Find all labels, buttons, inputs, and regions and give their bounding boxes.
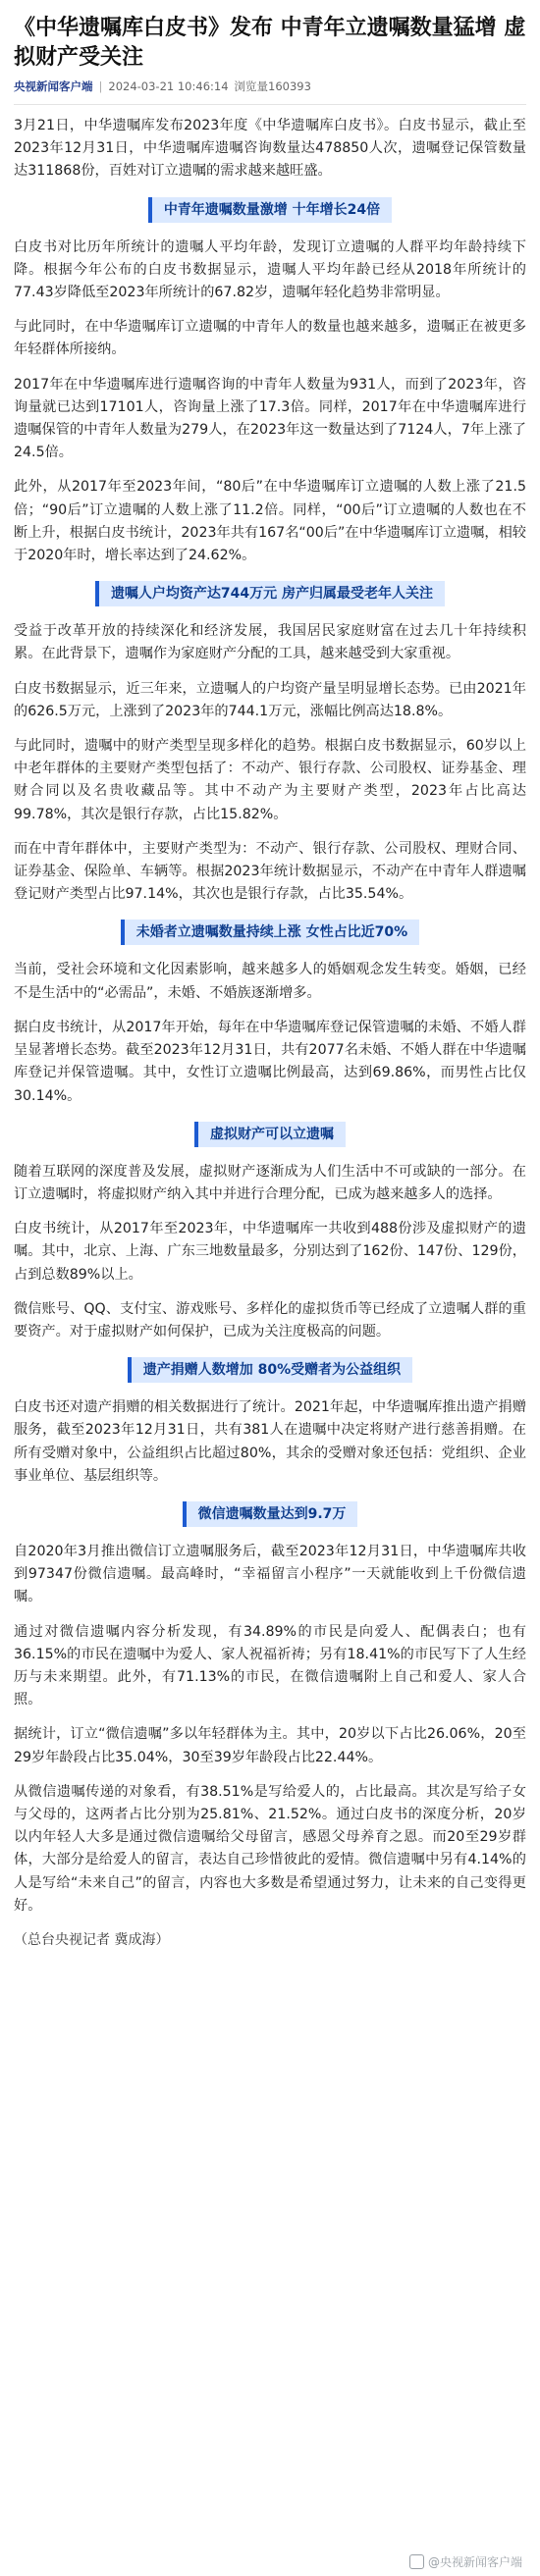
section-heading-text: 未婚者立遗嘱数量持续上涨 女性占比近70% <box>121 920 419 945</box>
cctv-logo-icon <box>409 2554 424 2569</box>
section-heading-6 <box>14 1501 526 1527</box>
watermark <box>409 2553 522 2570</box>
paragraph: 与此同时，遗嘱中的财产类型呈现多样化的趋势。根据白皮书数据显示，60岁以上中老年群体的主要财产类型包括了：不动产、银行存款、公司股权、证券基金、理财合同以及名贵收藏品等。其中不动产为主要财产类型，2023年占比高达99.78%，其次是银行存款，占比15.82%。 <box>14 738 526 822</box>
section-heading-5 <box>14 1357 526 1383</box>
paragraph: 白皮书还对遗产捐赠的相关数据进行了统计。2021年起，中华遗嘱库推出遗产捐赠服务，截至2023年12月31日，共有381人在遗嘱中决定将财产进行慈善捐赠。在所有受赠对象中，公益组织占比超过80%，其余的受赠对象还包括：党组织、企业事业单位、基层组织等。 <box>14 1399 526 1484</box>
reporter-credit: （总台央视记者 冀成海） <box>14 1931 170 1948</box>
paragraph: 而在中青年群体中，主要财产类型为：不动产、银行存款、公司股权、理财合同、证券基金、保险单、车辆等。根据2023年统计数据显示，不动产在中青年人群遗嘱登记财产类型占比97.14%，其次也是银行存款，占比35.54%。 <box>14 840 526 903</box>
section-heading-text: 遗嘱人户均资产达744万元 房产归属最受老年人关注 <box>95 581 445 606</box>
paragraph: 微信账号、QQ、支付宝、游戏账号、多样化的虚拟货币等已经成了立遗嘱人群的重要资产。对于虚拟财产如何保护，已成为关注度极高的问题。 <box>14 1300 526 1340</box>
paragraph: 据白皮书统计，从2017年开始，每年在中华遗嘱库登记保管遗嘱的未婚、不婚人群呈显著增长态势。截至2023年12月31日，共有2077名未婚、不婚人群在中华遗嘱库登记并保管遗嘱。其中，女性订立遗嘱比例最高，达到69.86%，而男性占比仅30.14%。 <box>14 1019 526 1104</box>
divider <box>14 104 526 105</box>
paragraph: 随着互联网的深度普及发展，虚拟财产逐渐成为人们生活中不可或缺的一部分。在订立遗嘱时，将虚拟财产纳入其中并进行合理分配，已成为越来越多人的选择。 <box>14 1163 526 1202</box>
section-heading-3 <box>14 920 526 945</box>
section-heading-text: 中青年遗嘱数量激增 十年增长24倍 <box>148 197 392 223</box>
article-views: 浏览量160393 <box>234 79 311 93</box>
paragraph: 白皮书对比历年所统计的遗嘱人平均年龄，发现订立遗嘱的人群平均年龄持续下降。根据今年公布的白皮书数据显示，遗嘱人平均年龄已经从2018年所统计的77.43岁降低至2023年所统计的67.82岁，遗嘱年轻化趋势非常明显。 <box>14 238 526 301</box>
paragraph: 与此同时，在中华遗嘱库订立遗嘱的中青年人的数量也越来越多，遗嘱正在被更多年轻群体所接纳。 <box>14 319 526 358</box>
paragraph: 白皮书数据显示，近三年来，立遗嘱人的户均资产量呈明显增长态势。已由2021年的626.5万元，上涨到了2023年的744.1万元，涨幅比例高达18.8%。 <box>14 680 526 719</box>
watermark-text: @央视新闻客户端 <box>427 2555 522 2569</box>
paragraph: 通过对微信遗嘱内容分析发现，有34.89%的市民是向爱人、配偶表白；也有36.15%的市民在遗嘱中为爱人、家人祝福祈祷；另有18.41%的市民写下了人生经历与未来期望。此外，有71.13%的市民，在微信遗嘱附上自己和爱人、家人合照。 <box>14 1623 526 1709</box>
article-source[interactable]: 央视新闻客户端 <box>14 79 93 93</box>
paragraph: 白皮书统计，从2017年至2023年，中华遗嘱库一共收到488份涉及虚拟财产的遗嘱。其中，北京、上海、广东三地数量最多，分别达到了162份、147份、129份，占到总数89%以上。 <box>14 1221 526 1283</box>
article-date: 2024-03-21 10:46:14 <box>108 79 229 93</box>
paragraph: 2017年在中华遗嘱库进行遗嘱咨询的中青年人数量为931人，而到了2023年，咨询量就已达到17101人，咨询量上涨了17.3倍。同样，2017年在中华遗嘱库进行遗嘱保管的中青年人数量为279人，在2023年这一数量达到了7124人，7年上涨了24.5倍。 <box>14 376 526 461</box>
paragraph: 此外，从2017年至2023年间，“80后”在中华遗嘱库订立遗嘱的人数上涨了21.5倍；“90后”订立遗嘱的人数上涨了11.2倍。同样，“00后”订立遗嘱的人数也在不断上升，根据白皮书统计，2023年共有167名“00后”在中华遗嘱库订立遗嘱，相较于2020年时，增长率达到了24.62%。 <box>14 479 526 564</box>
article-intro: 3月21日，中华遗嘱库发布2023年度《中华遗嘱库白皮书》。白皮书显示，截止至2023年12月31日，中华遗嘱库遗嘱咨询数量达478850人次，遗嘱登记保管数量达311868份，百姓对订立遗嘱的需求越来越旺盛。 <box>14 118 526 180</box>
paragraph: 据统计，订立“微信遗嘱”多以年轻群体为主。其中，20岁以下占比26.06%，20至29岁年龄段占比35.04%，30至39岁年龄段占比22.44%。 <box>14 1726 526 1765</box>
article-meta <box>14 79 526 94</box>
paragraph: 自2020年3月推出微信订立遗嘱服务后，截至2023年12月31日，中华遗嘱库共收到97347份微信遗嘱。最高峰时，“幸福留言小程序”一天就能收到上千份微信遗嘱。 <box>14 1543 526 1605</box>
section-heading-2 <box>14 581 526 606</box>
section-heading-text: 遗产捐赠人数增加 80%受赠者为公益组织 <box>128 1357 412 1383</box>
section-heading-text: 微信遗嘱数量达到9.7万 <box>183 1501 358 1527</box>
meta-separator: | <box>98 79 103 93</box>
section-heading-1 <box>14 197 526 223</box>
section-heading-text: 虚拟财产可以立遗嘱 <box>194 1122 346 1147</box>
paragraph: 当前，受社会环境和文化因素影响，越来越多人的婚姻观念发生转变。婚姻，已经不是生活中的“必需品”，未婚、不婚族逐渐增多。 <box>14 962 526 1001</box>
section-heading-4 <box>14 1122 526 1147</box>
article-title: 《中华遗嘱库白皮书》发布 中青年立遗嘱数量猛增 虚拟财产受关注 <box>14 16 526 70</box>
paragraph: 受益于改革开放的持续深化和经济发展，我国居民家庭财富在过去几十年持续积累。在此背景下，遗嘱作为家庭财产分配的工具，越来越受到大家重视。 <box>14 623 526 662</box>
paragraph: 从微信遗嘱传递的对象看，有38.51%是写给爱人的，占比最高。其次是写给子女与父母的，这两者占比分别为25.81%、21.52%。通过白皮书的深度分析，20岁以内年轻人大多是通过微信遗嘱给父母留言，感恩父母养育之恩。而20至29岁群体，大部分是给爱人的留言，表达自己珍惜彼此的爱情。微信遗嘱中另有4.14%的人是写给“未来自己”的留言，内容也大多数是希望通过努力，让未来的自己变得更好。 <box>14 1783 526 1914</box>
